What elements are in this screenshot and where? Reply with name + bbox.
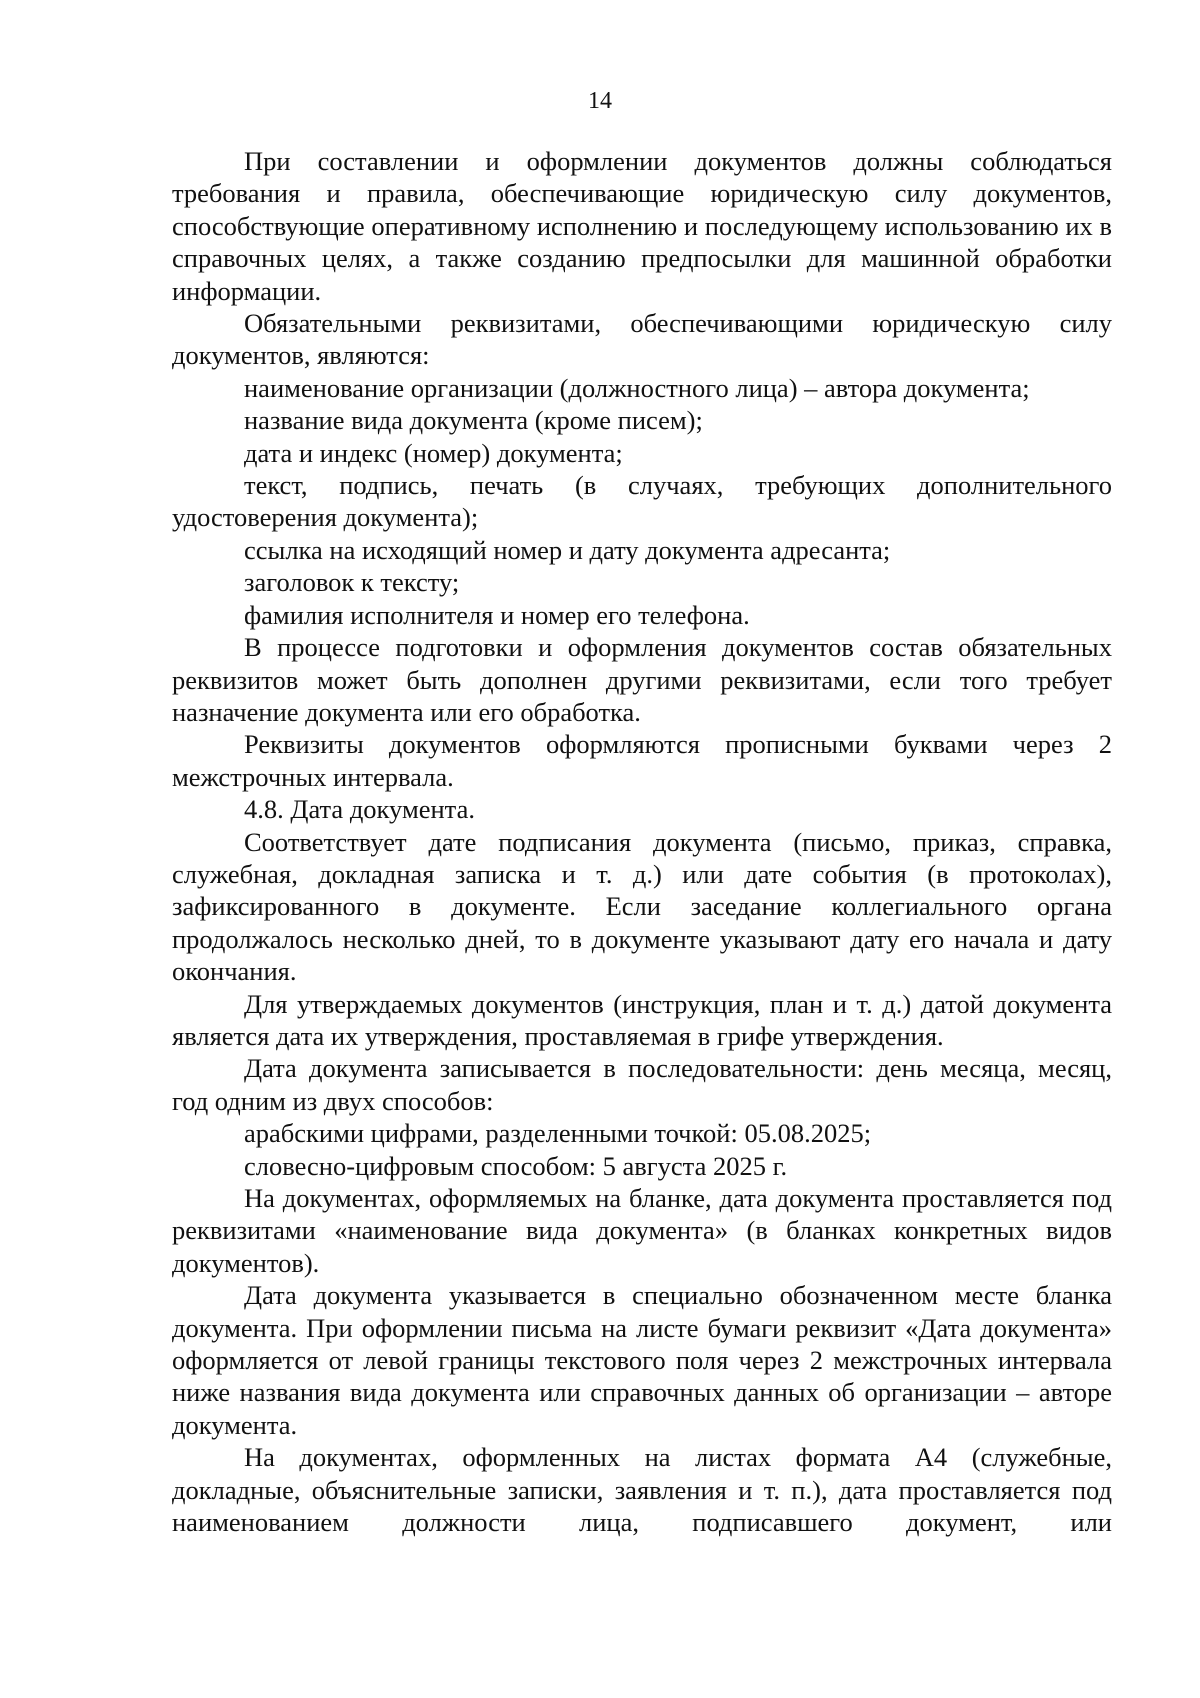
list-item: фамилия исполнителя и номер его телефона. xyxy=(244,599,750,630)
paragraph-requisite-format: Реквизиты документов оформляются прописными буквами через 2 межстрочных интервала. xyxy=(172,729,1112,792)
paragraph-a4-date: На документах, оформленных на листах формата А4 (служебные, докладные, объяснительные записки, заявления и т. п.), дата проставляется под наименованием должности лица, подписавшего документ, или xyxy=(172,1442,1112,1538)
paragraph-mandatory-requisites: Обязательными реквизитами, обеспечивающими юридическую силу документов, являются: xyxy=(172,308,1112,371)
paragraph-requirements: При составлении и оформлении документов должны соблюдаться требования и правила, обеспечивающие юридическую силу документов, способствующие оперативному исполнению и последующему использованию их в справочных целях, а также созданию предпосылки для машинной обработки информации. xyxy=(172,146,1112,306)
section-heading-date: 4.8. Дата документа. xyxy=(244,794,475,825)
paragraph-approved-documents: Для утверждаемых документов (инструкция, план и т. д.) датой документа является дата их утверждения, проставляемая в грифе утверждения. xyxy=(172,988,1112,1051)
paragraph-date-definition: Соответствует дате подписания документа (письмо, приказ, справка, служебная, докладная записка и т. д.) или дате события (в протоколах), зафиксированного в документе. Если заседание коллегиального органа продолжалось несколько дней, то в документе указывают дату его начала и дату окончания. xyxy=(172,826,1112,987)
list-item: наименование организации (должностного лица) – автора документа; xyxy=(244,372,1030,403)
paragraph-blank-date: На документах, оформляемых на бланке, дата документа проставляется под реквизитами «наименование вида документа» (в бланках конкретных видов документов). xyxy=(172,1183,1112,1278)
list-item: ссылка на исходящий номер и дату документа адресанта; xyxy=(244,534,891,565)
paragraph-date-sequence: Дата документа записывается в последовательности: день месяца, месяц, год одним из двух способов: xyxy=(172,1053,1112,1116)
list-item: заголовок к тексту; xyxy=(244,567,460,598)
list-item: текст, подпись, печать (в случаях, требующих дополнительного удостоверения документа); xyxy=(172,470,1112,533)
list-item: арабскими цифрами, разделенными точкой: 05.08.2025; xyxy=(244,1118,872,1149)
list-item: дата и индекс (номер) документа; xyxy=(244,437,623,468)
page-number: 14 xyxy=(588,88,612,114)
list-item: название вида документа (кроме писем); xyxy=(244,405,703,436)
document-body xyxy=(172,145,1112,1538)
paragraph-date-placement: Дата документа указывается в специально обозначенном месте бланка документа. При оформлении письма на листе бумаги реквизит «Дата документа» оформляется от левой границы текстового поля через 2 межстрочных интервала ниже названия вида документа или справочных данных об организации – авторе документа. xyxy=(172,1280,1112,1440)
paragraph-additional-requisites: В процессе подготовки и оформления документов состав обязательных реквизитов может быть дополнен другими реквизитами, если того требует назначение документа или его обработка. xyxy=(172,632,1112,727)
list-item: словесно-цифровым способом: 5 августа 2025 г. xyxy=(244,1150,788,1181)
